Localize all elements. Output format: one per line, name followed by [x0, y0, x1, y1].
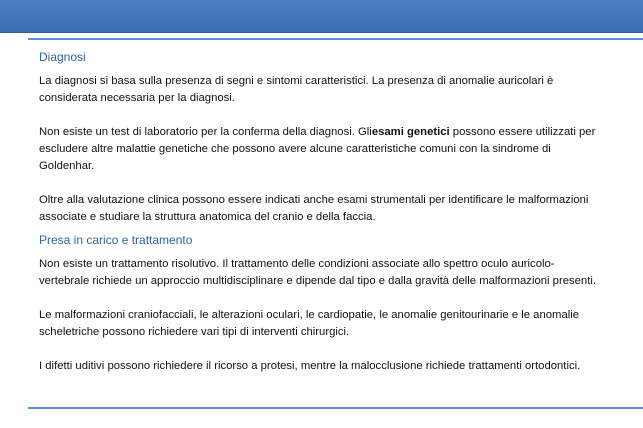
diagnosis-p2-text-start: Non esiste un test di laboratorio per la conferma della diagnosi. Gli: [39, 126, 372, 138]
diagnosis-section: [39, 49, 599, 226]
treatment-section: [39, 232, 599, 375]
genetic-tests-bold: esami genetici: [371, 126, 450, 138]
treatment-paragraph-1: Non esiste un trattamento risolutivo. Il trattamento delle condizioni associate allo spettro oculo auricolo-vertebrale richiede un approccio multidisciplinare e dipende dal tipo e dalla gravità delle malformazioni presenti.: [39, 258, 596, 287]
treatment-heading: Presa in carico e trattamento: [39, 233, 193, 247]
diagnosis-paragraph-2: [39, 124, 599, 175]
treatment-paragraph-3: I difetti uditivi possono richiedere il ricorso a protesi, mentre la malocclusione richiede trattamenti ortodontici.: [39, 360, 581, 372]
treatment-paragraph-2: Le malformazioni craniofacciali, le alterazioni oculari, le cardiopatie, le anomalie genitourinarie e le anomalie scheletriche possono richiedere vari tipi di interventi chirurgici.: [39, 309, 580, 338]
diagnosis-p2-text-end: possono essere utilizzati per escludere altre malattie genetiche che possono avere alcune caratteristiche comuni con la sindrome di Goldenhar.: [39, 126, 596, 172]
diagnosis-paragraph-1: La diagnosi si basa sulla presenza di segni e sintomi caratteristici. La presenza di anomalie auricolari è considerata necessaria per la diagnosi.: [39, 75, 554, 104]
header-bar: [0, 0, 643, 33]
diagnosis-paragraph-3: Oltre alla valutazione clinica possono essere indicati anche esami strumentali per identificare le malformazioni associate e studiare la struttura anatomica del cranio e della faccia.: [39, 194, 589, 223]
bottom-divider: [28, 407, 643, 409]
top-divider: [28, 38, 643, 40]
diagnosis-heading: Diagnosi: [39, 50, 86, 64]
